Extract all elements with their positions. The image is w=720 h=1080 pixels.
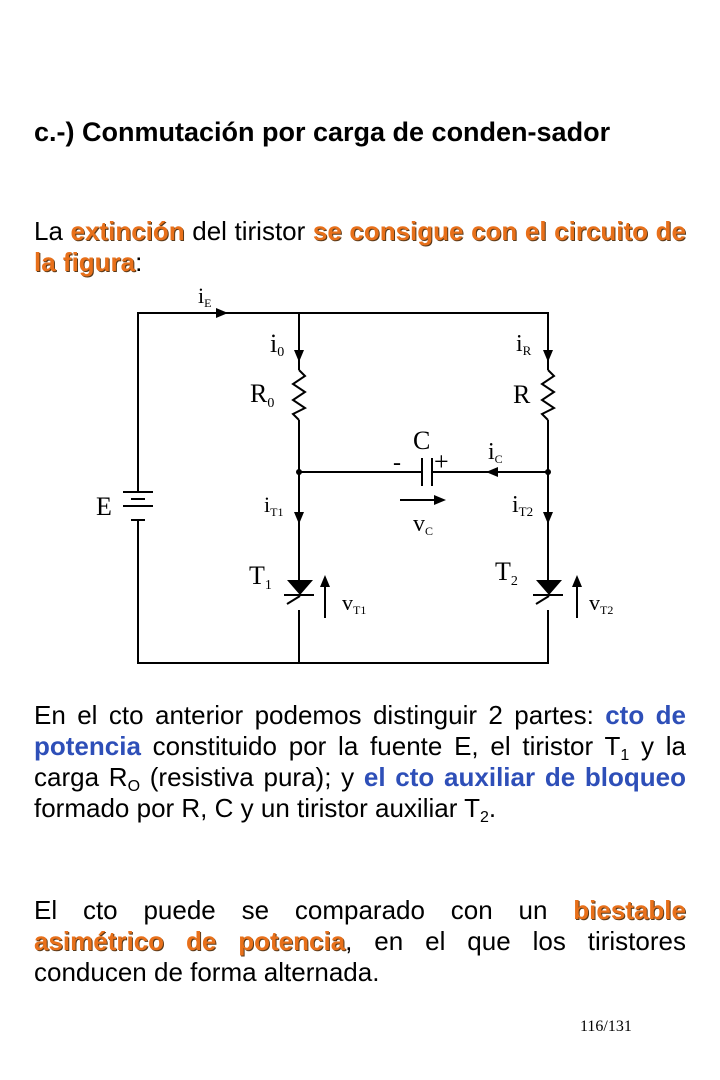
iT2-label: iT2 — [512, 492, 534, 519]
text: constituido por la fuente E, el tiristor T — [140, 731, 621, 761]
i0-label: i0 — [270, 329, 285, 360]
text: y la carga R — [34, 731, 686, 792]
iT1-label: iT1 — [264, 492, 284, 519]
subscript: 1 — [620, 747, 630, 764]
text: . — [488, 793, 497, 823]
text: , en el que los tiristores conducen de forma alternada. — [34, 926, 686, 987]
T1-label: T1 — [249, 561, 272, 593]
subscript: O — [127, 778, 141, 795]
plus-sign: + — [434, 447, 449, 476]
subscript: 2 — [480, 809, 489, 826]
text: (resistiva pura); y — [140, 762, 364, 792]
highlight-bistable: biestable asimétrico de potencia — [34, 895, 686, 956]
text: formado por R, C y un tiristor auxiliar T — [34, 793, 480, 823]
R0-label: R0 — [250, 379, 275, 411]
highlight-aux-circuit: el cto auxiliar de bloqueo — [363, 762, 686, 792]
minus-sign: - — [393, 450, 401, 476]
text: El cto puede se comparado con un — [34, 895, 574, 925]
page-number: 116/131 — [580, 1018, 632, 1035]
text: En el cto anterior podemos distinguir 2 partes: — [34, 700, 606, 730]
highlight-power-circuit: cto de potencia — [34, 700, 686, 761]
vT1-label: vT1 — [342, 590, 367, 617]
T2-label: T2 — [495, 557, 518, 589]
E-label: E — [96, 492, 112, 521]
section-heading: c.-) Conmutación por carga de conden-sador — [34, 117, 611, 147]
circuit-diagram — [80, 285, 640, 680]
description-paragraph — [34, 700, 686, 824]
comparison-paragraph — [34, 895, 686, 988]
highlight-extincion: extinción — [70, 216, 185, 246]
text: del tiristor — [184, 216, 313, 246]
vT2-label: vT2 — [589, 590, 614, 617]
iE-label: iE — [198, 285, 212, 310]
text: : — [135, 247, 143, 277]
iC-label: iC — [488, 439, 503, 466]
text: La — [34, 216, 71, 246]
intro-paragraph — [34, 216, 686, 278]
R-label: R — [513, 380, 531, 409]
iR-label: iR — [516, 331, 532, 358]
highlight-circuit-ref: se consigue con el circuito de la figura — [34, 216, 686, 277]
C-label: C — [413, 426, 431, 455]
vC-label: vC — [413, 511, 434, 538]
